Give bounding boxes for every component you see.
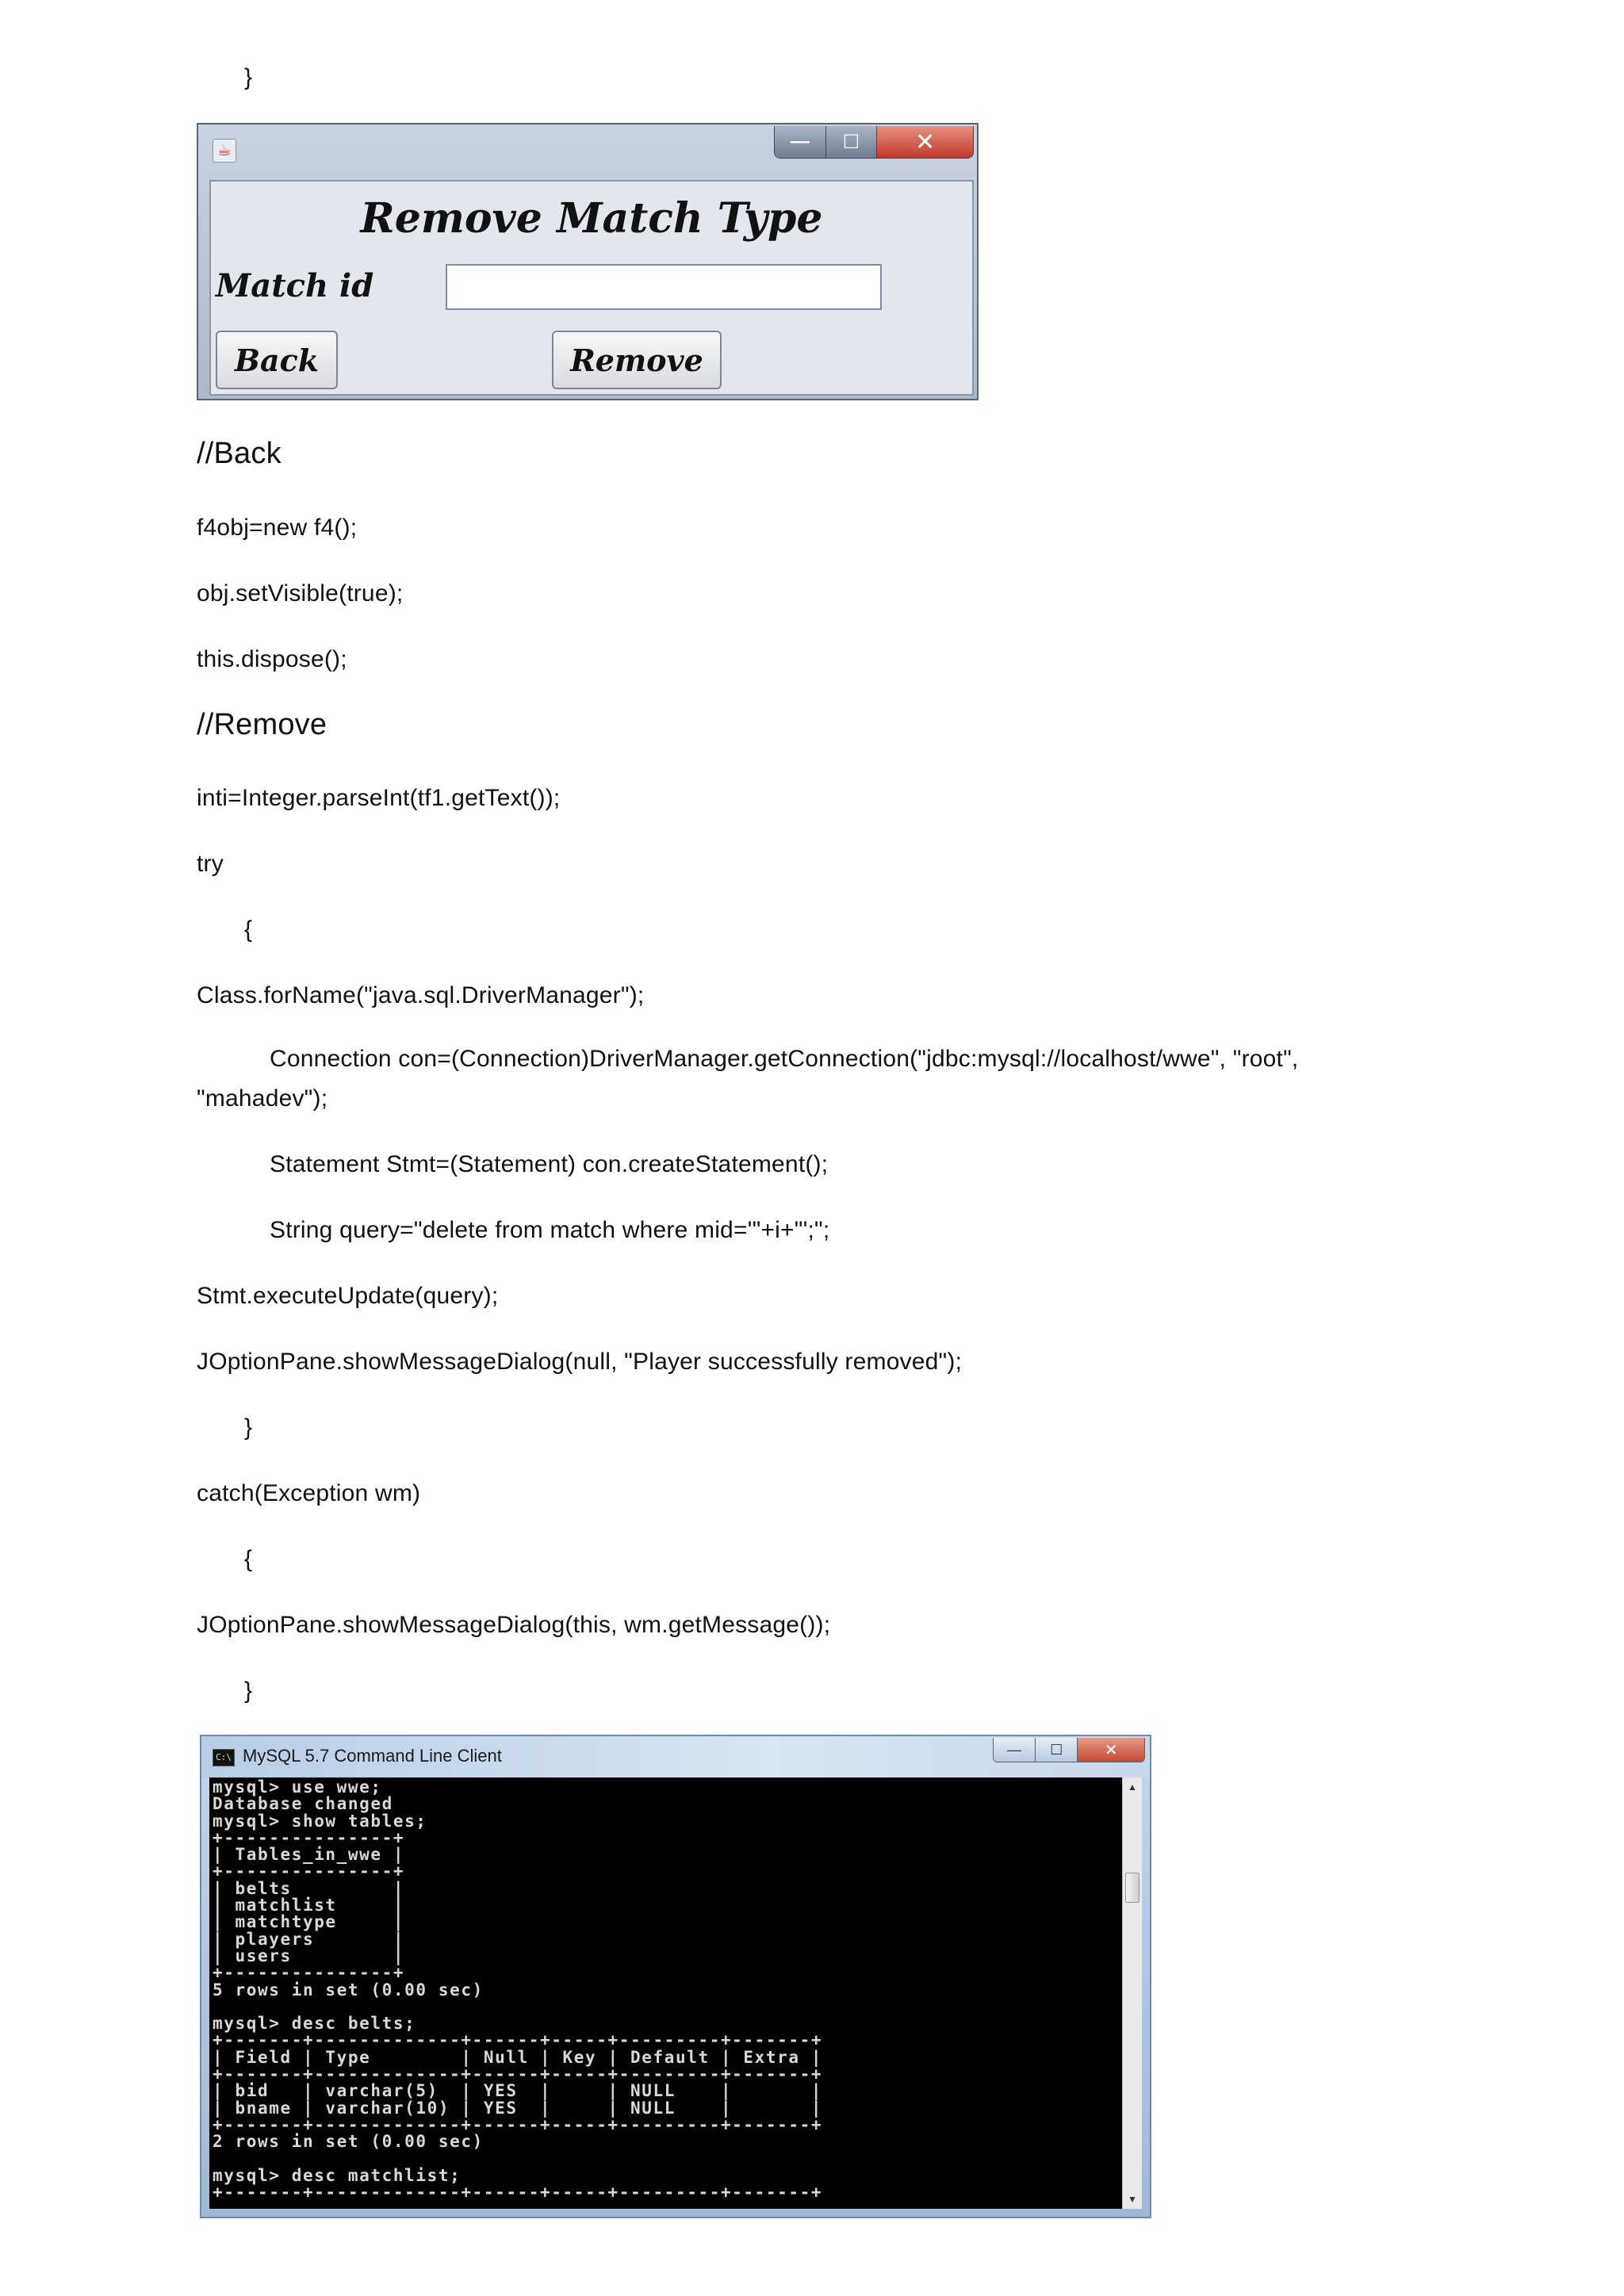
code-brace-close: } <box>244 64 253 90</box>
mysql-console-window <box>200 1735 1151 2218</box>
maximize-button[interactable]: ☐ <box>1036 1738 1078 1762</box>
code-brace-close: } <box>244 1414 253 1441</box>
window-controls <box>774 126 974 159</box>
match-id-label: Match id <box>216 267 374 304</box>
scrollbar-thumb[interactable] <box>1125 1873 1139 1903</box>
java-app-icon: ☕ <box>213 139 236 163</box>
code-line: this.dispose(); <box>197 646 347 672</box>
code-line: Class.forName("java.sql.DriverManager"); <box>197 982 645 1008</box>
form-title: Remove Match Type <box>360 194 823 243</box>
close-button[interactable]: ✕ <box>877 126 973 158</box>
code-brace-close: } <box>244 1678 253 1704</box>
code-line: "mahadev"); <box>197 1085 328 1112</box>
minimize-button[interactable]: — <box>994 1738 1036 1762</box>
code-line: Statement Stmt=(Statement) con.createStatement(); <box>270 1151 829 1177</box>
code-line: JOptionPane.showMessageDialog(this, wm.getMessage()); <box>197 1612 831 1638</box>
scroll-up-icon[interactable]: ▲ <box>1128 1781 1137 1793</box>
code-line: Connection con=(Connection)DriverManager.getConnection("jdbc:mysql://localhost/wwe", "root", <box>270 1046 1299 1072</box>
comment-remove: //Remove <box>197 708 327 741</box>
minimize-button[interactable]: — <box>775 126 826 158</box>
code-line: Stmt.executeUpdate(query); <box>197 1283 499 1309</box>
match-id-input[interactable] <box>446 264 882 310</box>
code-brace-open: { <box>244 1546 253 1572</box>
window-titlebar <box>198 124 977 167</box>
console-titlebar <box>201 1736 1150 1777</box>
console-title: MySQL 5.7 Command Line Client <box>243 1746 502 1766</box>
remove-match-type-window <box>197 123 979 400</box>
code-brace-open: { <box>244 916 253 943</box>
console-window-controls <box>993 1738 1145 1762</box>
comment-back: //Back <box>197 437 282 470</box>
code-line: f4obj=new f4(); <box>197 515 358 541</box>
console-output-text: mysql> use wwe; Database changed mysql> show tables; +---------------+ | Tables_in_wwe | +---------------+ | belts | | matchlist | | matchtype | | players | | users | +---------------+ 5 rows in set (0.00 sec) mysql> desc belts; +-------+-------------+------+-----+---------+-------+ | Field | Type | Null | Key | Default | Extra | +-------+-------------+------+-----+---------+-------+ | bid | varchar(5) | YES | | NULL | | | bname | varchar(10) | YES | | NULL | | +-------+-------------+------+-----+---------+-------+ 2 rows in set (0.00 sec) mysql> desc matchlist; +-------+-------------+------+-----+---------+-------+ <box>213 1777 823 2202</box>
remove-button[interactable]: Remove <box>552 331 722 389</box>
maximize-button[interactable]: ☐ <box>826 126 878 158</box>
code-line: String query="delete from match where mid='"+i+"';"; <box>270 1217 830 1243</box>
console-scrollbar[interactable] <box>1122 1777 1142 2209</box>
code-line: try <box>197 851 224 877</box>
console-icon: C:\ <box>213 1749 235 1766</box>
scroll-down-icon[interactable]: ▼ <box>1128 2194 1137 2205</box>
close-button[interactable]: ✕ <box>1078 1738 1144 1762</box>
code-line: catch(Exception wm) <box>197 1480 421 1506</box>
code-line: JOptionPane.showMessageDialog(null, "Player successfully removed"); <box>197 1349 963 1375</box>
code-line: inti=Integer.parseInt(tf1.getText()); <box>197 785 561 811</box>
console-output-area[interactable] <box>209 1777 1123 2209</box>
code-line: obj.setVisible(true); <box>197 580 404 607</box>
form-panel <box>209 180 974 396</box>
back-button[interactable]: Back <box>216 331 338 389</box>
